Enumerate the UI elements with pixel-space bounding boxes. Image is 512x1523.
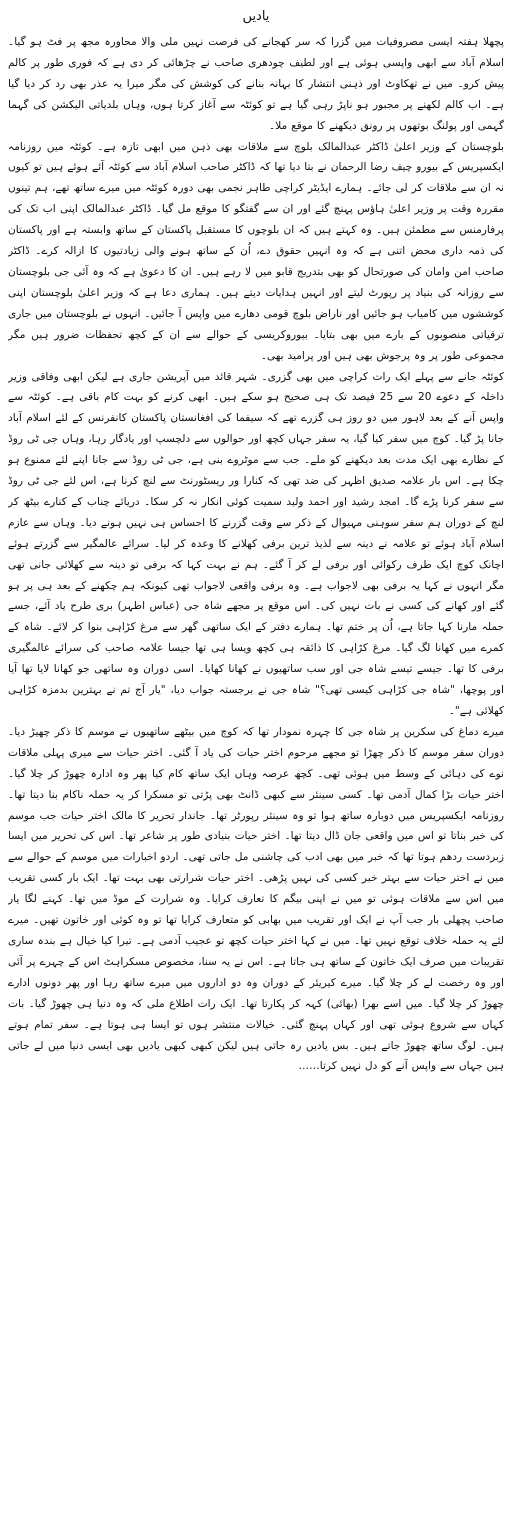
paragraph: کوئٹہ جانے سے پہلے ایک رات کراچی میں بھی گزری۔ شہر قائد میں آپریشن جاری ہے لیکن ابھی وفاقی وزیر داخلہ کے دعوے 20 سے 25 فیصد تک ہی صحیح ہو سکے ہیں۔ ابھی کرنے کو بہت کام باقی ہے۔ کوئٹہ سے واپس آنے کے بعد لاہور میں دو روز ہی گزرے تھے کہ سیفما کی افغانستان پاکستان کانفرنس کے لئے اسلام آباد جانا پڑ گیا۔ کوچ میں سفر کیا گیا، یہ سفر جہاں کچھ اور حوالوں سے دلچسپ اور یادگار رہا، وہاں جی ٹی روڈ کے نظارے بھی ایک مدت بعد دیکھنے کو ملے۔ جب سے موٹروے بنی ہے، جی ٹی روڈ سے جانا اپنے لئے ممنوع ہو چکا ہے۔ اس بار علامہ صدیق اظہر کی ضد تھی کہ کنارا ور ریسٹورنٹ سے لنچ کرنا ہے، اس لئے جی ٹی روڈ سے سفر کرنا پڑے گا۔ امجد رشید اور احمد ولید سمیت کوئی انکار نہ کر سکا۔ دریائے چناب کے کنارے بیٹھ کر لنچ کے دوران ہم سفر سوہنی مہیوال کے ذکر سے وقت گزرنے کا احساس ہی نہیں ہونے دیا۔ وہاں سے عازم اسلام آباد ہوئے تو علامہ نے دینہ سے لذیذ ترین برفی کھلانے کا وعدہ کر لیا۔ سرائے عالمگیر سے گزرتے ہوئے اچانک کوچ ایک طرف رکوائی اور برفی لے کر آ گئے۔ ہم نے بہت کہا کہ برفی تو دینہ سے کھلائی جانی تھی مگر انہوں نے کہا یہ برفی بھی لاجواب ہے۔ وہ برفی واقعی لاجواب تھی کیونکہ ہم چکھنے کے بعد ہی پر ہو گئے اور کھانے کی کسی نے بات نہیں کی۔ اس موقع پر مجھے شاہ جی (عباس اطہر) بری طرح یاد آئے، جسے حملہ مارنا کہا جاتا ہے، اُن پر ختم تھا۔ ہمارے دفتر کے ایک ساتھی گھر سے مرغ کڑاہی بنوا کر لائے۔ شاہ کے کمرے میں کھانا لگ گیا۔ مرغ کڑاہی کا ذائقہ ہی کچھ ویسا ہی تھا جیسا علامہ صاحب کی سرائے عالمگیری برفی کا تھا۔ جیسے تیسے شاہ جی اور سب ساتھیوں نے کھانا کھایا۔ اسی دوران وہ ساتھی جو کھانا لایا تھا آیا اور پوچھا، "شاہ جی کڑاہی کیسی تھی؟" شاہ جی نے برجستہ جواب دیا، "یار آج تم نے بہترین بدمزہ کڑاہی کھلائی ہے"۔ — [8, 370, 504, 717]
article-title: یادیں — [242, 9, 270, 24]
paragraph: پچھلا ہفتہ ایسی مصروفیات میں گزرا کہ سر کھجانے کی فرصت نہیں ملی والا محاورہ مجھ پر فٹ ہو گیا۔ اسلام آباد سے ابھی واپسی ہوئی ہے اور لطیف چودھری صاحب نے چڑھائی کر دی ہے کہ فوری طور پر کالم پیش کرو۔ میں نے تھکاوٹ اور ذہنی انتشار کا بہانہ بنانے کی کوشش کی مگر میرا یہ عذر بھی رد کر دیا گیا ہے۔ اب کالم لکھنے پر مجبور ہو ناپڑ رہی گیا ہے تو کوئٹہ سے آغاز کرتا ہوں، وہاں بلدیاتی الیکشن کی گہما گہمی اور پولنگ بوتھوں پر رونق دیکھنے کا موقع ملا۔ — [8, 36, 504, 132]
article-body — [8, 32, 504, 1519]
paragraph: میرے دماغ کی سکرین پر شاہ جی کا چہرہ نمودار تھا کہ کوچ میں بیٹھے ساتھیوں نے موسم کا ذکر چھیڑ دیا۔ دوران سفر موسم کا ذکر چھڑا تو مجھے مرحوم اختر حیات کی یاد آ گئی۔ اختر حیات سے میری پہلی ملاقات نوے کی دہائی کے وسط میں ہوئی تھی۔ کچھ عرصہ وہاں ایک ساتھ کام کیا پھر وہ ادارہ چھوڑ کر چلا گیا۔ اختر حیات بڑا کمال آدمی تھا۔ کسی سینئر سے کبھی ڈانٹ بھی پڑتی تو مسکرا کر یہ حملہ ناکام بنا دیتا تھا۔ روزنامہ ایکسپریس میں دوبارہ ساتھ ہوا تو وہ سینئر رپورٹر تھا۔ جاندار تحریر کا مالک اختر حیات جب موسم کی خبر بناتا تو اس میں واقعی جان ڈال دیتا تھا۔ اختر حیات بنیادی طور پر شاعر تھا۔ اس کی تحریر میں ایسا زبردست ردھم ہوتا تھا کہ خبر میں بھی ادب کی چاشنی مل جاتی تھی۔ اردو اخبارات میں موسم کے حوالے سے میں نے اختر حیات سے بہتر خبر کسی کی نہیں پڑھی۔ اختر حیات شرارتی بھی بہت تھا۔ ایک بار کسی تقریب میں اس سے ملاقات ہوئی تو میں نے اپنی بیگم کا تعارف کرایا۔ وہ شرارت کے موڈ میں تھا۔ کہنے لگا یار صاحب پچھلی بار جب آپ نے ایک اور تقریب میں بھابی کو متعارف کرایا تھا تو وہ کوئی اور خاتون تھیں۔ میرے لئے یہ حملہ خلاف توقع نہیں تھا۔ میں نے کہا اختر حیات کچھ تو عجیب آدمی ہے۔ تیرا کیا خیال ہے بندہ ساری تقریبات میں صرف ایک خاتون کے ساتھ ہی جاتا ہے۔ اس نے یہ سنا، مخصوص مسکراہٹ اس کے چہرے پر آئی اور وہ رخصت لے کر چلا گیا۔ میرے کیریئر کے دوران وہ دو اداروں میں میرے ساتھ رہا اور پھر دونوں ادارے چھوڑ کر چلا گیا۔ میں اسے بھرا (بھائی) کہہ کر پکارتا تھا۔ ایک رات اطلاع ملی کہ وہ دنیا ہی چھوڑ گیا۔ بات کہاں سے شروع ہوئی تھی اور کہاں پہنچ گئی۔ خیالات منتشر ہوں تو ایسا ہی ہوتا ہے۔ سفر تمام ہوتے ہیں۔ لوگ ساتھ چھوڑ جاتے ہیں۔ بس یادیں رہ جاتی ہیں لیکن کبھی کبھی یادیں بھی ایسی دنیا میں لے جاتی ہیں جہاں سے واپس آنے کو دل نہیں کرتا…… — [8, 725, 504, 1073]
paragraph: بلوچستان کے وزیر اعلیٰ ڈاکٹر عبدالمالک بلوچ سے ملاقات بھی ذہن میں ابھی تازہ ہے۔ کوئٹہ میں روزنامہ ایکسپریس کے بیورو چیف رضا الرحمان نے بتا دیا تھا کہ ڈاکٹر صاحب اسلام آباد سے کوئٹہ آئے ہوئے ہیں تو کیوں نہ ان سے ملاقات کر لی جائے۔ ہمارے ایڈیٹر کراچی طاہر نجمی بھی دورہ کوئٹہ میں میرے ساتھ تھے، ہم تینوں مقررہ وقت پر وزیر اعلیٰ ہاؤس پہنچ گئے اور ان سے گفتگو کا موقع مل گیا۔ ڈاکٹر عبدالمالک اپنی اب تک کی پرفارمنس سے مطمئن ہیں۔ وہ کہتے ہیں کہ ان بلوچوں کا مستقبل پاکستان کے ساتھ وابستہ ہے اور پاکستان کی ذمہ داری محض اتنی ہے کہ وہ انہیں حقوق دے، اُن کے ساتھ ہونے والی زیادتیوں کا ازالہ کرے۔ ڈاکٹر صاحب امن وامان کی صورتحال کو بھی بتدریج قابو میں لا رہے ہیں۔ ان کا دعویٰ ہے کہ وہ آئی جی بلوچستان سے روزانہ کی بنیاد پر رپورٹ لیتے اور انہیں ہدایات دیتے ہیں۔ ہماری دعا ہے کہ وزیر اعلیٰ بلوچستان اپنی کوششوں میں کامیاب ہو جائیں اور ناراض بلوچ قومی دھارے میں واپس آ جائیں۔ انہوں نے بلوچستان میں جاری ترقیاتی منصوبوں کے بارے میں بھی بتایا۔ بیوروکریسی کے حوالے سے ان کے کچھ تحفظات ضرور ہیں مگر مجموعی طور پر وہ پرجوش بھی ہیں اور پرامید بھی۔ — [8, 140, 504, 362]
